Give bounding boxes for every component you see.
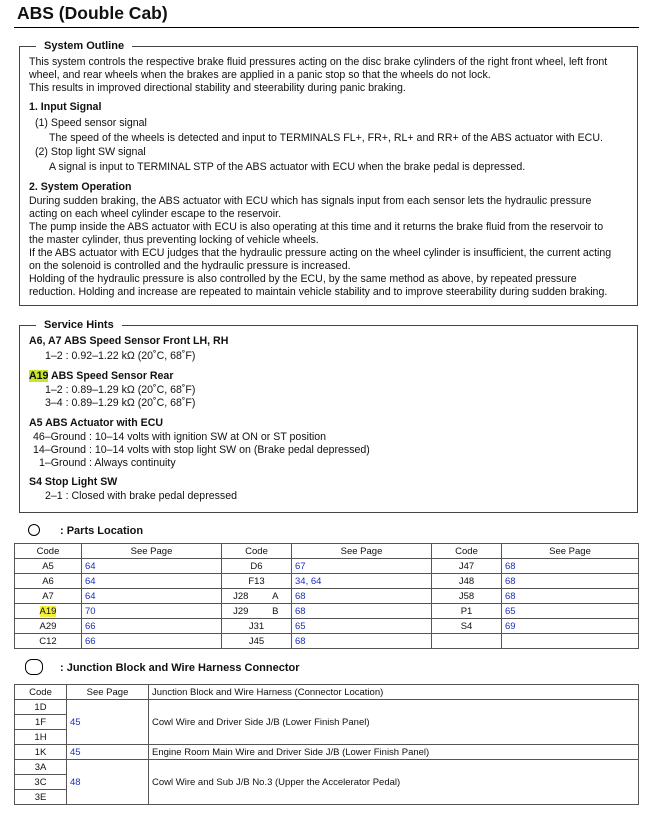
service-hints-label: Service Hints <box>36 318 122 332</box>
part-code: A5 <box>15 559 82 574</box>
hint-a5-value: 1–Ground : Always continuity <box>39 457 176 469</box>
part-page-link[interactable]: 68 <box>292 604 432 619</box>
part-page-link[interactable]: 66 <box>82 634 222 649</box>
a19-table-highlight: A19 <box>39 605 57 617</box>
jb-code: 3C <box>15 775 67 790</box>
part-code: J48 <box>432 574 502 589</box>
col-code: Code <box>222 544 292 559</box>
part-page-link[interactable]: 65 <box>292 619 432 634</box>
part-page-link[interactable]: 64 <box>82 574 222 589</box>
parts-location-circle-icon <box>28 524 40 536</box>
part-code: J28 <box>222 589 260 604</box>
part-code: P1 <box>432 604 502 619</box>
page-title: ABS (Double Cab) <box>17 3 168 23</box>
part-code: F13 <box>222 574 292 589</box>
jb-code: 1H <box>15 730 67 745</box>
jb-code: 1F <box>15 715 67 730</box>
system-operation-line: The pump inside the ABS actuator with ECU is also operating at this time and it returns the brake fluid from the reservoir to <box>29 221 604 233</box>
junction-block-table <box>14 684 639 805</box>
title-rule <box>14 27 639 28</box>
table-row <box>15 604 639 619</box>
hint-a6-a7-heading: A6, A7 ABS Speed Sensor Front LH, RH <box>29 335 229 347</box>
part-page-link[interactable]: 69 <box>502 619 639 634</box>
junction-block-icon <box>25 659 43 675</box>
part-code: A29 <box>15 619 82 634</box>
hint-a5-value: 14–Ground : 10–14 volts with stop light SW on (Brake pedal depressed) <box>33 444 370 456</box>
system-operation-line: If the ABS actuator with ECU judges that the hydraulic pressure acting on the wheel cylinder is insufficient, the current acting <box>29 247 612 259</box>
part-connector-suffix: A <box>260 589 292 604</box>
jb-description: Engine Room Main Wire and Driver Side J/B (Lower Finish Panel) <box>149 745 639 760</box>
hint-a5-value: 46–Ground : 10–14 volts with ignition SW at ON or ST position <box>33 431 327 443</box>
part-page-link[interactable] <box>502 634 639 649</box>
input-signal-heading: 1. Input Signal <box>29 101 102 113</box>
outline-intro-line: wheel, and rear wheels when the brakes are applied in a panic stop so that the wheels do not lock. <box>29 69 491 81</box>
hint-a5-heading: A5 ABS Actuator with ECU <box>29 417 163 429</box>
jb-code: 1D <box>15 700 67 715</box>
table-row <box>15 574 639 589</box>
input-signal-item-label: (2) Stop light SW signal <box>35 146 146 158</box>
part-code: J47 <box>432 559 502 574</box>
table-row <box>15 700 639 715</box>
input-signal-item-label: (1) Speed sensor signal <box>35 117 147 129</box>
jb-code: 1K <box>15 745 67 760</box>
hint-s4-heading: S4 Stop Light SW <box>29 476 118 488</box>
table-row <box>15 760 639 775</box>
col-see-page: See Page <box>292 544 432 559</box>
table-row <box>15 619 639 634</box>
part-page-link[interactable]: 34, 64 <box>292 574 432 589</box>
part-page-link[interactable]: 68 <box>502 589 639 604</box>
system-outline-label: System Outline <box>36 39 132 53</box>
part-code: J45 <box>222 634 292 649</box>
jb-description: Cowl Wire and Sub J/B No.3 (Upper the Accelerator Pedal) <box>149 760 639 805</box>
col-code: Code <box>15 685 67 700</box>
jb-page-link[interactable]: 48 <box>67 760 149 805</box>
input-signal-item-text: A signal is input to TERMINAL STP of the ABS actuator with ECU when the brake pedal is depressed. <box>49 161 526 173</box>
col-code: Code <box>15 544 82 559</box>
part-code: A7 <box>15 589 82 604</box>
table-row <box>15 745 639 760</box>
system-operation-line: on the solenoid is controlled and the hydraulic pressure is increased. <box>29 260 351 272</box>
part-page-link[interactable]: 65 <box>502 604 639 619</box>
outline-intro-line: This results in improved directional stability and steerability during panic braking. <box>29 82 406 94</box>
table-row <box>15 589 639 604</box>
input-signal-item-text: The speed of the wheels is detected and input to TERMINALS FL+, FR+, RL+ and RR+ of the ABS actuator with ECU. <box>49 132 603 144</box>
part-code: J31 <box>222 619 292 634</box>
col-see-page: See Page <box>67 685 149 700</box>
col-code: Code <box>432 544 502 559</box>
col-see-page: See Page <box>82 544 222 559</box>
part-page-link[interactable]: 68 <box>292 589 432 604</box>
table-row <box>15 559 639 574</box>
parts-location-heading: : Parts Location <box>60 525 144 537</box>
part-code: S4 <box>432 619 502 634</box>
a19-highlight: A19 <box>29 370 49 382</box>
part-code: A6 <box>15 574 82 589</box>
hint-a19-value: 1–2 : 0.89–1.29 kΩ (20˚C, 68˚F) <box>45 384 196 396</box>
part-code: D6 <box>222 559 292 574</box>
part-page-link[interactable]: 64 <box>82 589 222 604</box>
jb-code: 3E <box>15 790 67 805</box>
parts-location-header-row <box>15 544 639 559</box>
part-page-link[interactable]: 68 <box>502 559 639 574</box>
part-code: C12 <box>15 634 82 649</box>
jb-description: Cowl Wire and Driver Side J/B (Lower Finish Panel) <box>149 700 639 745</box>
hint-a6-a7-value: 1–2 : 0.92–1.22 kΩ (20˚C, 68˚F) <box>45 350 196 362</box>
part-page-link[interactable]: 64 <box>82 559 222 574</box>
hint-a19-heading-text: ABS Speed Sensor Rear <box>48 370 174 382</box>
jb-page-link[interactable]: 45 <box>67 700 149 745</box>
part-code: J58 <box>432 589 502 604</box>
table-row <box>15 634 639 649</box>
system-operation-line: acting on each wheel cylinder escape to the reservoir. <box>29 208 282 220</box>
col-see-page: See Page <box>502 544 639 559</box>
parts-location-table <box>14 543 639 649</box>
part-code <box>15 604 82 619</box>
part-page-link[interactable]: 66 <box>82 619 222 634</box>
outline-intro-line: This system controls the respective brake fluid pressures acting on the disc brake cylinders of the right front wheel, left front <box>29 56 608 68</box>
system-operation-line: the master cylinder, thus preventing locking of vehicle wheels. <box>29 234 319 246</box>
jb-page-link[interactable]: 45 <box>67 745 149 760</box>
system-operation-heading: 2. System Operation <box>29 181 132 193</box>
hint-a19-heading <box>29 370 173 383</box>
part-code: J29 <box>222 604 260 619</box>
junction-header-row <box>15 685 639 700</box>
hint-a19-value: 3–4 : 0.89–1.29 kΩ (20˚C, 68˚F) <box>45 397 196 409</box>
part-page-link[interactable]: 68 <box>502 574 639 589</box>
junction-block-heading: : Junction Block and Wire Harness Connector <box>60 662 300 674</box>
part-connector-suffix: B <box>260 604 292 619</box>
system-operation-line: During sudden braking, the ABS actuator with ECU which has signals input from each sensor lets the hydraulic pressure <box>29 195 592 207</box>
part-page-link[interactable]: 67 <box>292 559 432 574</box>
part-page-link[interactable]: 68 <box>292 634 432 649</box>
jb-code: 3A <box>15 760 67 775</box>
system-operation-line: Holding of the hydraulic pressure is also controlled by the ECU, by the same method as above, by repeated pressure <box>29 273 577 285</box>
col-description: Junction Block and Wire Harness (Connector Location) <box>149 685 639 700</box>
hint-s4-value: 2–1 : Closed with brake pedal depressed <box>45 490 237 502</box>
part-code <box>432 634 502 649</box>
system-operation-line: reduction. Holding and increase are repeated to maintain vehicle stability and to improve steerability during sudden braking. <box>29 286 608 298</box>
part-page-link[interactable]: 70 <box>82 604 222 619</box>
